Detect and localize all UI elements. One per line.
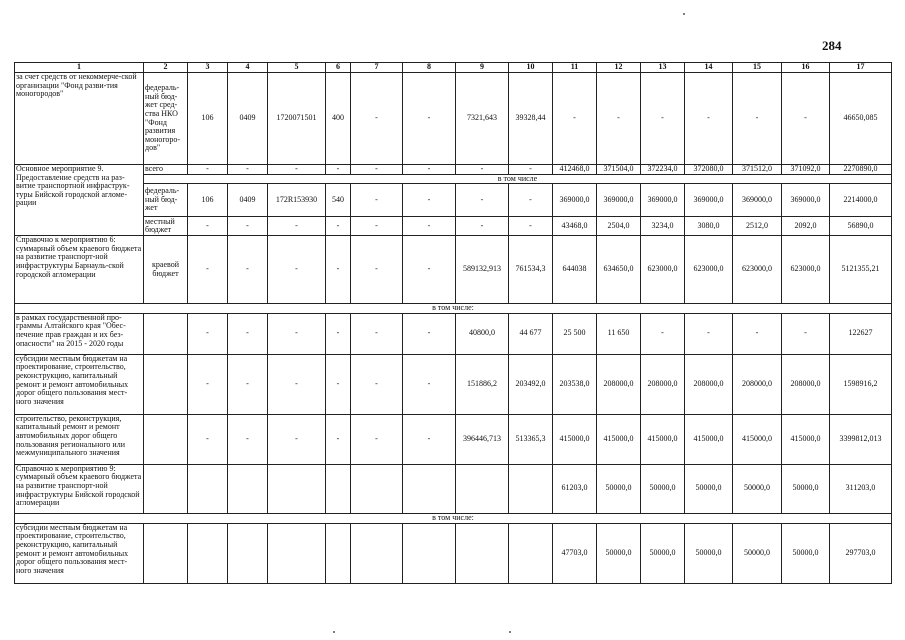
cell: 11 650 — [597, 313, 641, 354]
table-row — [15, 354, 892, 414]
cell: 50000,0 — [641, 464, 685, 513]
col-num: 7 — [351, 63, 403, 73]
cell: 311203,0 — [830, 464, 892, 513]
cell: 371504,0 — [597, 165, 641, 175]
cell: 369000,0 — [685, 184, 733, 217]
cell: - — [326, 354, 351, 414]
cell: 0409 — [228, 73, 268, 165]
cell: - — [685, 313, 733, 354]
cell: - — [403, 236, 456, 304]
cell — [228, 523, 268, 583]
cell: 1720071501 — [268, 73, 326, 165]
col-num: 11 — [553, 63, 597, 73]
table-row — [15, 464, 892, 513]
cell: - — [268, 165, 326, 175]
row-description: в рамках государственной про-граммы Алтайского края "Обес-печение прав граждан и их без-опасности" на 2015 - 2020 годы — [15, 313, 144, 354]
cell: - — [641, 313, 685, 354]
cell: 61203,0 — [553, 464, 597, 513]
cell: 623000,0 — [641, 236, 685, 304]
cell: 372234,0 — [641, 165, 685, 175]
cell: - — [553, 73, 597, 165]
cell: - — [326, 414, 351, 464]
cell: 761534,3 — [509, 236, 553, 304]
cell: 43468,0 — [553, 217, 597, 236]
cell: 371512,0 — [733, 165, 782, 175]
page-number: 284 — [822, 38, 842, 53]
funding-source — [144, 354, 188, 414]
cell: 50000,0 — [641, 523, 685, 583]
including-label: в том числе — [144, 174, 892, 184]
funding-source: всего — [144, 165, 188, 175]
table-row — [15, 184, 892, 217]
cell: - — [188, 217, 228, 236]
funding-source — [144, 523, 188, 583]
col-num: 15 — [733, 63, 782, 73]
cell: - — [351, 73, 403, 165]
cell — [351, 464, 403, 513]
cell: 415000,0 — [641, 414, 685, 464]
cell — [268, 523, 326, 583]
cell: 2504,0 — [597, 217, 641, 236]
cell: - — [268, 354, 326, 414]
cell: - — [782, 313, 830, 354]
col-num: 6 — [326, 63, 351, 73]
cell — [326, 523, 351, 583]
cell: 369000,0 — [782, 184, 830, 217]
cell: - — [351, 414, 403, 464]
cell: - — [351, 217, 403, 236]
col-num: 5 — [268, 63, 326, 73]
cell: - — [509, 217, 553, 236]
cell: - — [228, 217, 268, 236]
cell: 56890,0 — [830, 217, 892, 236]
cell: - — [641, 73, 685, 165]
cell: - — [228, 236, 268, 304]
cell — [188, 464, 228, 513]
row-description: субсидии местным бюджетам на проектирование, строительство, реконструкцию, капитальный ремонт и ремонт автомобильных дорог общего пользования мест-ного значения — [15, 354, 144, 414]
col-num: 3 — [188, 63, 228, 73]
cell: 122627 — [830, 313, 892, 354]
cell — [268, 464, 326, 513]
cell: - — [782, 73, 830, 165]
cell: - — [326, 217, 351, 236]
col-num: 16 — [782, 63, 830, 73]
subheading-row — [15, 513, 892, 523]
cell: 2214000,0 — [830, 184, 892, 217]
col-num: 8 — [403, 63, 456, 73]
cell: 623000,0 — [782, 236, 830, 304]
cell: 513365,3 — [509, 414, 553, 464]
cell: 623000,0 — [685, 236, 733, 304]
cell: 50000,0 — [685, 464, 733, 513]
funding-source: краевой бюджет — [144, 236, 188, 304]
cell: 50000,0 — [733, 523, 782, 583]
cell: 415000,0 — [553, 414, 597, 464]
cell: - — [326, 313, 351, 354]
cell: 412468,0 — [553, 165, 597, 175]
cell — [403, 464, 456, 513]
row-description: строительство, реконструкция, капитальный ремонт и ремонт автомобильных дорог общего пользования регионального или межмуниципального значения — [15, 414, 144, 464]
cell: 400 — [326, 73, 351, 165]
cell: 369000,0 — [553, 184, 597, 217]
cell: 50000,0 — [733, 464, 782, 513]
cell: - — [268, 313, 326, 354]
cell: 415000,0 — [782, 414, 830, 464]
cell: 3080,0 — [685, 217, 733, 236]
cell: - — [509, 184, 553, 217]
row-description: Справочно к мероприятию 9: суммарный объем краевого бюджета на развитие транспорт-ной инфраструктуры Бийской городской агломерации — [15, 464, 144, 513]
cell: - — [228, 165, 268, 175]
cell: 50000,0 — [782, 464, 830, 513]
cell — [326, 464, 351, 513]
cell: - — [188, 414, 228, 464]
cell: 203492,0 — [509, 354, 553, 414]
cell: 396446,713 — [456, 414, 509, 464]
cell: - — [351, 165, 403, 175]
cell: 50000,0 — [597, 464, 641, 513]
cell: 208000,0 — [641, 354, 685, 414]
col-num: 17 — [830, 63, 892, 73]
row-description: Справочно к мероприятию 6: суммарный объем краевого бюджета на развитие транспорт-ной инфраструктуры Барнауль-ской городской агломерации — [15, 236, 144, 304]
cell: - — [456, 184, 509, 217]
cell — [509, 464, 553, 513]
cell: 415000,0 — [685, 414, 733, 464]
cell: - — [733, 73, 782, 165]
col-num: 13 — [641, 63, 685, 73]
cell: - — [403, 73, 456, 165]
cell: 2092,0 — [782, 217, 830, 236]
cell — [456, 523, 509, 583]
cell: - — [597, 73, 641, 165]
cell: 44 677 — [509, 313, 553, 354]
cell: - — [509, 165, 553, 175]
cell: 50000,0 — [597, 523, 641, 583]
col-num: 2 — [144, 63, 188, 73]
cell: - — [351, 236, 403, 304]
cell: - — [403, 414, 456, 464]
cell: - — [351, 354, 403, 414]
budget-table — [14, 62, 892, 584]
cell: - — [733, 313, 782, 354]
cell: 1598916,2 — [830, 354, 892, 414]
col-num: 14 — [685, 63, 733, 73]
cell — [188, 523, 228, 583]
cell — [403, 523, 456, 583]
table-row — [15, 236, 892, 304]
col-num: 12 — [597, 63, 641, 73]
cell: 50000,0 — [685, 523, 733, 583]
cell: 2512,0 — [733, 217, 782, 236]
cell: - — [188, 354, 228, 414]
cell: 540 — [326, 184, 351, 217]
table-row — [15, 217, 892, 236]
cell: - — [228, 313, 268, 354]
col-num: 4 — [228, 63, 268, 73]
cell: 50000,0 — [782, 523, 830, 583]
cell: 369000,0 — [597, 184, 641, 217]
funding-source — [144, 464, 188, 513]
table-row — [15, 523, 892, 583]
cell: 40800,0 — [456, 313, 509, 354]
funding-source — [144, 313, 188, 354]
col-num: 10 — [509, 63, 553, 73]
cell — [456, 464, 509, 513]
cell — [351, 523, 403, 583]
table-row — [15, 73, 892, 165]
cell: - — [403, 313, 456, 354]
including-label: в том числе: — [15, 513, 892, 523]
cell: 106 — [188, 73, 228, 165]
cell: 634650,0 — [597, 236, 641, 304]
cell: 3234,0 — [641, 217, 685, 236]
cell: - — [351, 184, 403, 217]
cell: 0409 — [228, 184, 268, 217]
row-description: Основное мероприятие 9. Предоставление средств на раз-витие транспортной инфраструк-туры Бийской городской агломе-рации — [15, 165, 144, 236]
cell: 7321,643 — [456, 73, 509, 165]
cell: - — [228, 414, 268, 464]
table-row — [15, 165, 892, 175]
subheading-row — [15, 304, 892, 314]
table-row — [15, 313, 892, 354]
cell: 208000,0 — [685, 354, 733, 414]
cell: 415000,0 — [597, 414, 641, 464]
cell: 172R153930 — [268, 184, 326, 217]
cell: 208000,0 — [782, 354, 830, 414]
cell: 369000,0 — [733, 184, 782, 217]
cell: 46650,085 — [830, 73, 892, 165]
cell: - — [685, 73, 733, 165]
cell: 3399812,013 — [830, 414, 892, 464]
row-description: субсидии местным бюджетам на проектирование, строительство, реконструкцию, капитальный ремонт и ремонт автомобильных дорог общего пользования мест-ного значения — [15, 523, 144, 583]
cell: - — [351, 313, 403, 354]
cell: 369000,0 — [641, 184, 685, 217]
cell: 151886,2 — [456, 354, 509, 414]
cell: - — [456, 165, 509, 175]
cell: - — [403, 354, 456, 414]
cell: 415000,0 — [733, 414, 782, 464]
including-label: в том числе: — [15, 304, 892, 314]
table-row — [15, 414, 892, 464]
cell: - — [403, 184, 456, 217]
cell: - — [326, 165, 351, 175]
subheading-row — [15, 174, 892, 184]
cell — [228, 464, 268, 513]
cell: - — [188, 165, 228, 175]
col-num: 1 — [15, 63, 144, 73]
cell: 2270890,0 — [830, 165, 892, 175]
cell: 644038 — [553, 236, 597, 304]
cell: 623000,0 — [733, 236, 782, 304]
cell: 589132,913 — [456, 236, 509, 304]
cell: 208000,0 — [597, 354, 641, 414]
cell: 297703,0 — [830, 523, 892, 583]
cell: - — [268, 217, 326, 236]
cell — [509, 523, 553, 583]
funding-source: местный бюджет — [144, 217, 188, 236]
cell: - — [456, 217, 509, 236]
col-num: 9 — [456, 63, 509, 73]
cell: - — [228, 354, 268, 414]
cell: - — [403, 165, 456, 175]
cell: 47703,0 — [553, 523, 597, 583]
cell: - — [268, 414, 326, 464]
row-description: за счет средств от некоммерче-ской организации "Фонд разви-тия моногородов" — [15, 73, 144, 165]
cell: 203538,0 — [553, 354, 597, 414]
cell: 371092,0 — [782, 165, 830, 175]
cell: - — [188, 313, 228, 354]
column-number-row — [15, 63, 892, 73]
cell: 39328,44 — [509, 73, 553, 165]
cell: 372080,0 — [685, 165, 733, 175]
cell: - — [188, 236, 228, 304]
cell: - — [326, 236, 351, 304]
funding-source — [144, 414, 188, 464]
cell: 208000,0 — [733, 354, 782, 414]
cell: 106 — [188, 184, 228, 217]
cell: 25 500 — [553, 313, 597, 354]
funding-source: федераль-ный бюд-жет сред-ства НКО "Фонд развития моногоро-дов" — [144, 73, 188, 165]
cell: 5121355,21 — [830, 236, 892, 304]
cell: - — [268, 236, 326, 304]
cell: - — [403, 217, 456, 236]
funding-source: федераль-ный бюд-жет — [144, 184, 188, 217]
